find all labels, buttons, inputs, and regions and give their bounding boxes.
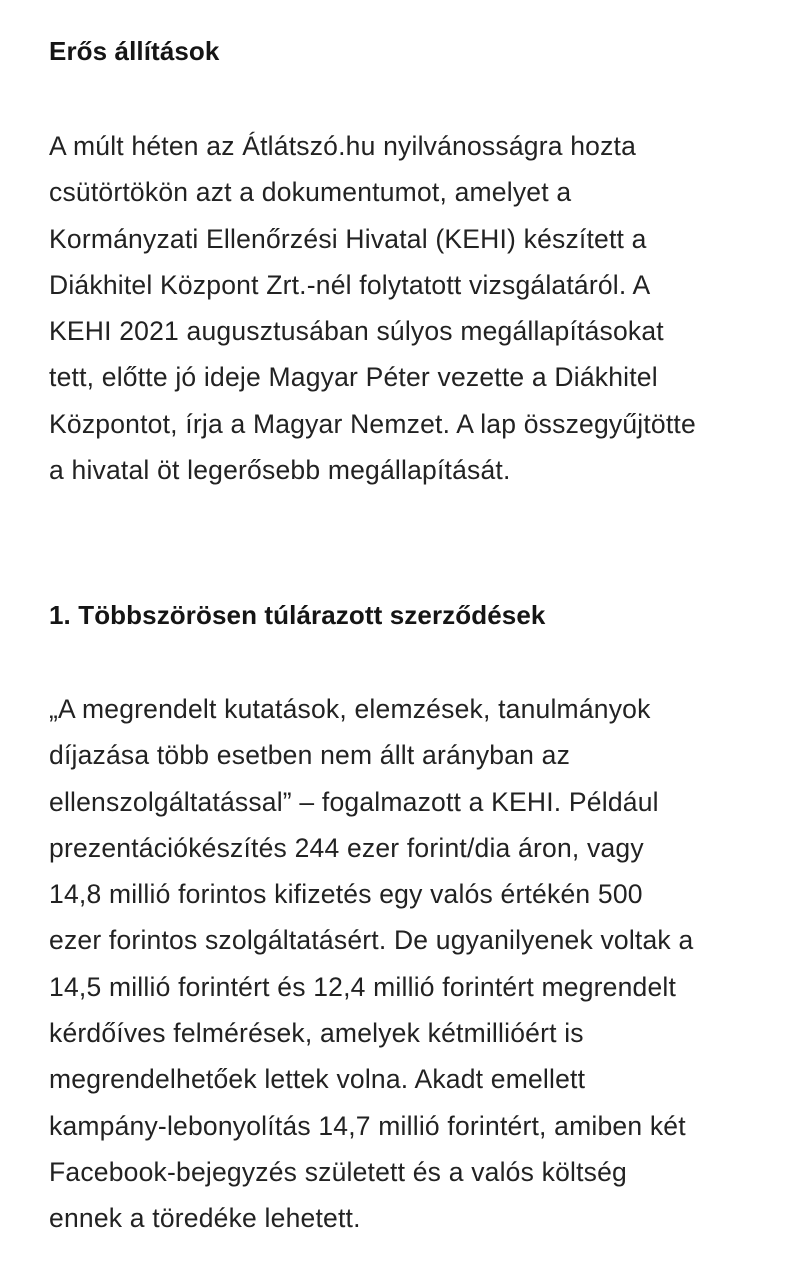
paragraph-line: tett, előtte jó ideje Magyar Péter vezette a Diákhitel — [49, 362, 658, 393]
paragraph-line: ezer forintos szolgáltatásért. De ugyanilyenek voltak a — [49, 925, 694, 956]
paragraph-line: 14,5 millió forintért és 12,4 millió forintért megrendelt — [49, 971, 677, 1002]
paragraph-line: csütörtökön azt a dokumentumot, amelyet a — [49, 177, 572, 208]
intro-paragraph — [49, 123, 761, 493]
paragraph-line: 14,8 millió forintos kifizetés egy valós értékén 500 — [49, 879, 643, 910]
paragraph-line: kampány-lebonyolítás 14,7 millió forintért, amiben két — [49, 1110, 686, 1141]
paragraph-line: megrendelhetőek lettek volna. Akadt emellett — [49, 1064, 586, 1095]
section-heading: Erős állítások — [49, 36, 220, 66]
paragraph-line: Diákhitel Központ Zrt.-nél folytatott vizsgálatáról. A — [49, 269, 651, 300]
paragraph-line: prezentációkészítés 244 ezer forint/dia áron, vagy — [49, 832, 644, 863]
paragraph-line: KEHI 2021 augusztusában súlyos megállapításokat — [49, 316, 664, 347]
paragraph-line: Facebook-bejegyzés született és a valós költség — [49, 1156, 627, 1187]
paragraph-line: „A megrendelt kutatások, elemzések, tanulmányok — [49, 694, 651, 724]
paragraph-line: díjazása több esetben nem állt arányban az — [49, 740, 571, 771]
subsection-heading: 1. Többszörösen túlárazott szerződések — [49, 600, 546, 630]
paragraph-line: ennek a töredéke lehetett. — [49, 1203, 361, 1234]
paragraph-line: ellenszolgáltatással” – fogalmazott a KEHI. Például — [49, 786, 659, 817]
paragraph-line: kérdőíves felmérések, amelyek kétmillióért is — [49, 1018, 584, 1049]
quote-paragraph — [49, 686, 761, 1242]
paragraph-line: A múlt héten az Átlátszó.hu nyilvánosságra hozta — [49, 131, 637, 161]
paragraph-line: Központot, írja a Magyar Nemzet. A lap összegyűjtötte — [49, 408, 696, 439]
paragraph-line: a hivatal öt legerősebb megállapítását. — [49, 455, 511, 486]
paragraph-line: Kormányzati Ellenőrzési Hivatal (KEHI) készített a — [49, 223, 647, 254]
